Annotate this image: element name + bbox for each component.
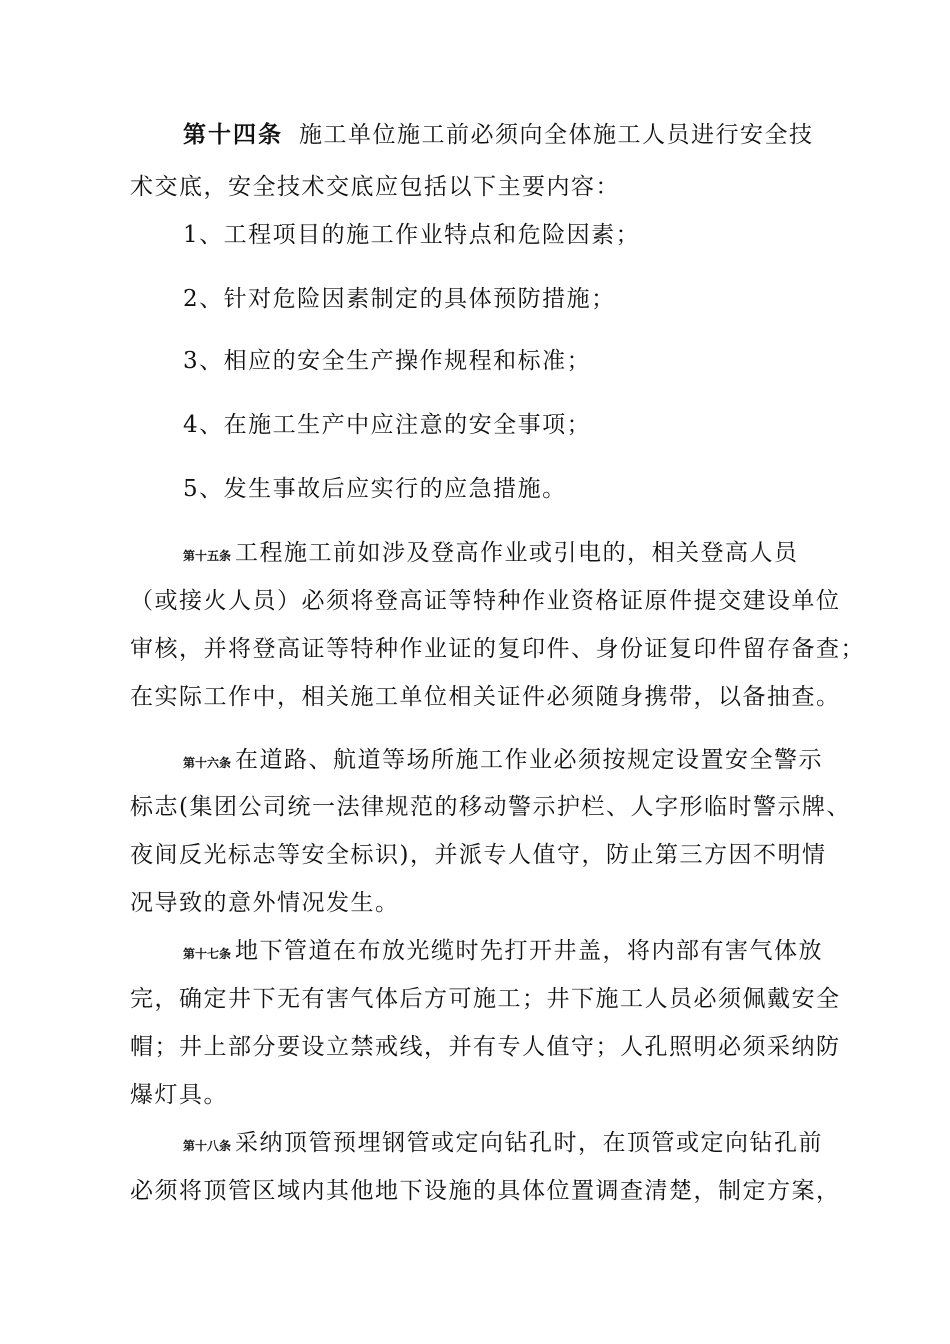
article-14-item-1: 1、工程项目的施工作业特点和危险因素； xyxy=(183,222,641,248)
article-16-line-1 xyxy=(183,745,903,778)
article-16-text-1: 在道路、航道等场所施工作业必须按规定设置安全警示 xyxy=(235,747,824,773)
article-16-line-2: 标志(集团公司统一法律规范的移动警示护栏、人字形临时警示牌、 xyxy=(130,794,851,820)
article-14-line-2: 术交底，安全技术交底应包括以下主要内容： xyxy=(130,174,620,200)
article-14-item-3: 3、相应的安全生产操作规程和标准； xyxy=(183,348,592,374)
article-14-text-1: 施工单位施工前必须向全体施工人员进行安全技 xyxy=(299,122,814,148)
article-17-line-1 xyxy=(183,936,903,969)
article-15-line-3: 审核，并将登高证等特种作业证的复印件、身份证复印件留存备查； xyxy=(130,636,865,662)
article-15-title: 第十五条 xyxy=(183,549,232,563)
article-14-item-2: 2、针对危险因素制定的具体预防措施； xyxy=(183,286,616,312)
article-15-line-2: （或接火人员）必须将登高证等特种作业资格证原件提交建设单位 xyxy=(130,588,841,614)
article-14-title: 第十四条 xyxy=(183,121,283,148)
article-17-line-4: 爆灯具。 xyxy=(130,1082,228,1108)
article-14-line-1 xyxy=(183,120,903,150)
article-16-line-4: 况导致的意外情况发生。 xyxy=(130,890,400,916)
article-15-line-1 xyxy=(183,538,903,571)
article-16-title: 第十六条 xyxy=(183,756,232,770)
article-15-line-4: 在实际工作中，相关施工单位相关证件必须随身携带，以备抽查。 xyxy=(130,684,841,710)
article-17-line-2: 完，确定井下无有害气体后方可施工；井下施工人员必须佩戴安全 xyxy=(130,986,841,1012)
article-17-line-3: 帽；井上部分要设立禁戒线，并有专人值守；人孔照明必须采纳防 xyxy=(130,1034,841,1060)
article-18-text-1: 采纳顶管预埋钢管或定向钻孔时，在顶管或定向钻孔前 xyxy=(235,1130,824,1156)
article-14-item-4: 4、在施工生产中应注意的安全事项； xyxy=(183,412,592,438)
article-17-title: 第十七条 xyxy=(183,947,232,961)
article-18-title: 第十八条 xyxy=(183,1139,232,1153)
article-15-text-1: 工程施工前如涉及登高作业或引电的，相关登高人员 xyxy=(235,540,799,566)
article-16-line-3: 夜间反光标志等安全标识)，并派专人值守，防止第三方因不明情 xyxy=(130,842,827,868)
article-18-line-1 xyxy=(183,1128,903,1161)
article-17-text-1: 地下管道在布放光缆时先打开井盖，将内部有害气体放 xyxy=(235,938,824,964)
article-18-line-2: 必须将顶管区域内其他地下设施的具体位置调查清楚，制定方案， xyxy=(130,1178,841,1204)
article-14-item-5: 5、发生事故后应实行的应急措施。 xyxy=(183,476,567,502)
